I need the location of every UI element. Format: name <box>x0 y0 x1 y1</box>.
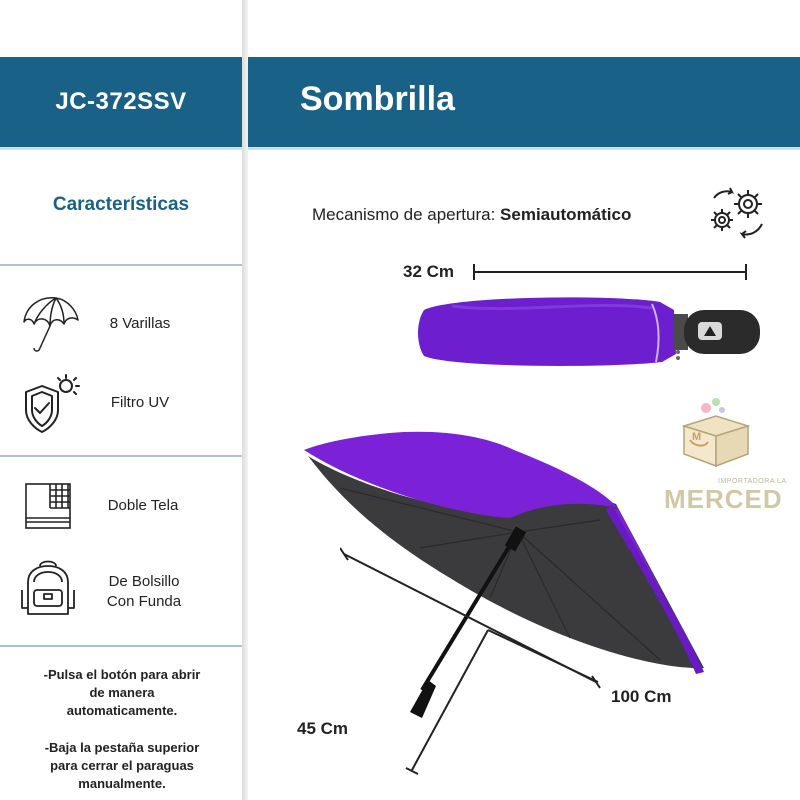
product-title: Sombrilla <box>300 80 455 118</box>
umbrella-icon <box>18 292 82 356</box>
note-line: -Pulsa el botón para abrir <box>43 667 201 682</box>
feature-label-line: De Bolsillo <box>108 573 180 590</box>
length-dimension-line <box>402 624 602 780</box>
divider-line <box>0 645 242 647</box>
note-line: automaticamente. <box>66 703 178 718</box>
mechanism-label: Mecanismo de apertura: <box>312 205 501 224</box>
gears-icon <box>704 184 770 240</box>
svg-text:M: M <box>692 431 702 443</box>
note-line: manualmente. <box>78 776 166 791</box>
divider-line <box>0 264 242 266</box>
feature-label-line: Con Funda <box>106 593 182 610</box>
logo-subtitle: IMPORTADORA LA <box>718 478 787 485</box>
features-title: Características <box>52 194 190 215</box>
feature-label: 8 Varillas <box>109 315 171 332</box>
note-line: -Baja la pestaña superior <box>44 740 200 755</box>
feature-label: Filtro UV <box>110 394 170 411</box>
note-line: para cerrar el paraguas <box>50 758 194 773</box>
feature-label <box>92 572 196 612</box>
note-line: de manera <box>89 685 155 700</box>
uv-shield-icon <box>20 372 84 436</box>
length-label: 45 Cm <box>297 719 349 738</box>
backpack-icon <box>18 556 78 620</box>
instruction-note <box>14 666 230 720</box>
fabric-icon <box>22 480 74 532</box>
logo-title: MERCED <box>664 484 783 514</box>
open-width-label: 100 Cm <box>611 687 672 706</box>
closed-umbrella-image <box>412 292 772 372</box>
instruction-note <box>14 739 230 793</box>
product-code: JC-372SSV <box>55 88 187 115</box>
mechanism-text <box>312 205 631 225</box>
closed-length-label: 32 Cm <box>403 262 455 281</box>
closed-length-dimension-line <box>470 262 752 282</box>
divider-line <box>0 455 242 457</box>
mechanism-value: Semiautomático <box>500 205 632 224</box>
feature-label: Doble Tela <box>107 497 179 514</box>
